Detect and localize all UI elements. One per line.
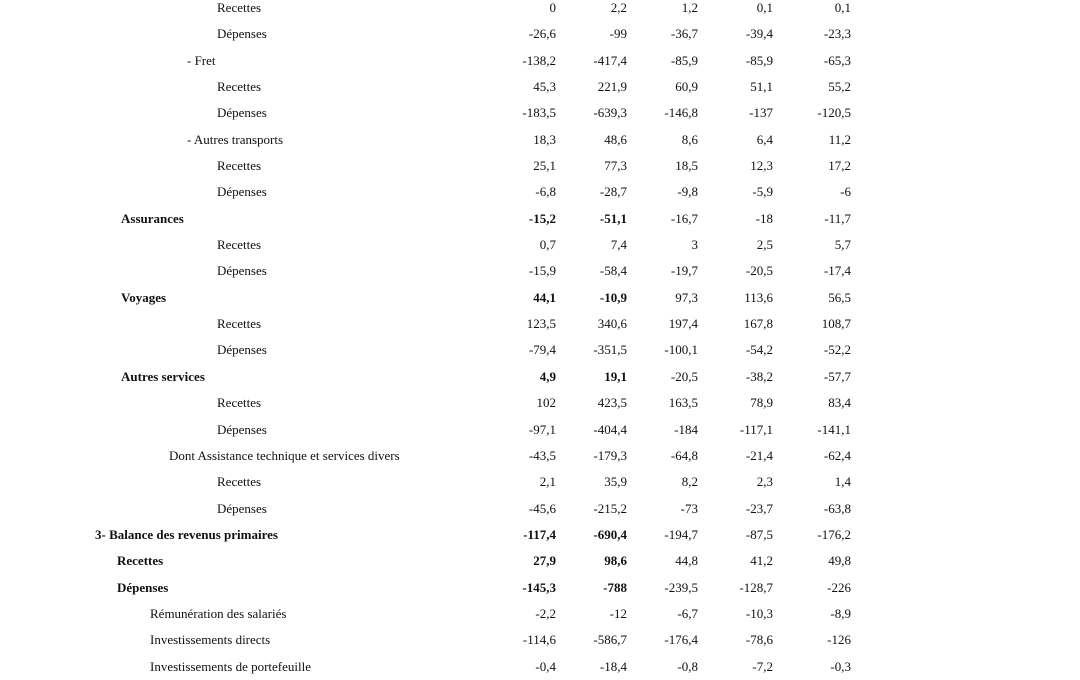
cell-value: 17,2 <box>828 158 851 174</box>
cell-value: -52,2 <box>823 342 851 358</box>
cell-value: -7,2 <box>752 658 773 674</box>
cell-value: 0,1 <box>834 0 851 15</box>
cell-value: -73 <box>680 500 698 516</box>
row-label: Recettes <box>217 474 262 490</box>
cell-value: 3 <box>691 237 698 253</box>
cell-value: 97,3 <box>675 289 698 305</box>
row-label: Recettes <box>217 79 262 95</box>
cell-value: -6 <box>840 184 851 200</box>
row-label: Rémunération des salariés <box>150 605 287 621</box>
row-label: Recettes <box>217 0 262 15</box>
cell-value: 167,8 <box>743 316 773 332</box>
cell-value: 108,7 <box>821 316 851 332</box>
cell-value: 41,2 <box>750 553 773 569</box>
cell-value: -145,3 <box>522 579 556 595</box>
table-row <box>0 522 1080 548</box>
cell-value: -2,2 <box>535 605 556 621</box>
cell-value: 102 <box>536 395 556 411</box>
cell-value: 12,3 <box>750 158 773 174</box>
cell-value: -0,3 <box>830 658 851 674</box>
table-row <box>0 74 1080 100</box>
cell-value: -78,6 <box>745 632 773 648</box>
cell-value: 44,8 <box>675 553 698 569</box>
table-row <box>0 627 1080 653</box>
table-row <box>0 575 1080 601</box>
cell-value: -85,9 <box>670 52 698 68</box>
cell-value: 123,5 <box>526 316 556 332</box>
cell-value: -58,4 <box>599 263 627 279</box>
cell-value: 48,6 <box>604 131 627 147</box>
cell-value: -226 <box>827 579 851 595</box>
cell-value: -417,4 <box>593 52 627 68</box>
row-label: Dépenses <box>217 105 267 121</box>
cell-value: -97,1 <box>528 421 556 437</box>
cell-value: 51,1 <box>750 79 773 95</box>
cell-value: -79,4 <box>528 342 556 358</box>
row-label: - Fret <box>187 52 216 68</box>
table-row <box>0 48 1080 74</box>
cell-value: -5,9 <box>752 184 773 200</box>
cell-value: 197,4 <box>668 316 698 332</box>
row-label: Dépenses <box>217 26 267 42</box>
cell-value: 49,8 <box>828 553 851 569</box>
cell-value: -18 <box>755 210 773 226</box>
table-row <box>0 258 1080 284</box>
cell-value: -586,7 <box>593 632 627 648</box>
cell-value: -65,3 <box>823 52 851 68</box>
cell-value: 0 <box>549 0 556 15</box>
table-row <box>0 469 1080 495</box>
row-label: Dont Assistance technique et services divers <box>169 447 400 463</box>
cell-value: -194,7 <box>664 526 698 542</box>
cell-value: 18,5 <box>675 158 698 174</box>
cell-value: -16,7 <box>670 210 698 226</box>
cell-value: 0,7 <box>539 237 556 253</box>
cell-value: -117,1 <box>739 421 773 437</box>
cell-value: 19,1 <box>604 368 627 384</box>
row-label: Recettes <box>217 237 262 253</box>
cell-value: -38,2 <box>745 368 773 384</box>
cell-value: 44,1 <box>533 289 556 305</box>
cell-value: -690,4 <box>593 526 627 542</box>
cell-value: -6,8 <box>535 184 556 200</box>
cell-value: 35,9 <box>604 474 627 490</box>
cell-value: 25,1 <box>533 158 556 174</box>
cell-value: -64,8 <box>670 447 698 463</box>
cell-value: 2,3 <box>756 474 773 490</box>
cell-value: -19,7 <box>670 263 698 279</box>
cell-value: -184 <box>674 421 698 437</box>
row-label: Recettes <box>217 158 262 174</box>
cell-value: -20,5 <box>745 263 773 279</box>
cell-value: -26,6 <box>528 26 556 42</box>
table-row <box>0 100 1080 126</box>
cell-value: 83,4 <box>828 395 851 411</box>
cell-value: -114,6 <box>522 632 556 648</box>
cell-value: 56,5 <box>828 289 851 305</box>
row-label: 3- Balance des revenus primaires <box>95 526 278 542</box>
cell-value: 4,9 <box>539 368 556 384</box>
row-label: Dépenses <box>117 579 169 595</box>
table-row <box>0 496 1080 522</box>
cell-value: -21,4 <box>745 447 773 463</box>
cell-value: -45,6 <box>528 500 556 516</box>
table-row <box>0 127 1080 153</box>
row-label: Dépenses <box>217 184 267 200</box>
cell-value: -176,4 <box>664 632 698 648</box>
cell-value: -15,9 <box>528 263 556 279</box>
table-row <box>0 654 1080 680</box>
cell-value: 77,3 <box>604 158 627 174</box>
cell-value: -128,7 <box>739 579 773 595</box>
cell-value: 11,2 <box>828 131 851 147</box>
cell-value: -63,8 <box>823 500 851 516</box>
cell-value: 78,9 <box>750 395 773 411</box>
cell-value: -176,2 <box>817 526 851 542</box>
row-label: - Autres transports <box>187 131 284 147</box>
cell-value: 2,1 <box>539 474 556 490</box>
cell-value: -141,1 <box>817 421 851 437</box>
cell-value: 8,6 <box>681 131 698 147</box>
table-row <box>0 206 1080 232</box>
cell-value: 340,6 <box>597 316 627 332</box>
cell-value: 221,9 <box>597 79 627 95</box>
cell-value: -23,3 <box>823 26 851 42</box>
cell-value: 1,4 <box>834 474 851 490</box>
cell-value: 0,1 <box>756 0 773 15</box>
table-row <box>0 0 1080 21</box>
table-row <box>0 417 1080 443</box>
cell-value: -23,7 <box>745 500 773 516</box>
cell-value: -179,3 <box>593 447 627 463</box>
cell-value: -639,3 <box>593 105 627 121</box>
row-label: Recettes <box>217 395 262 411</box>
cell-value: -351,5 <box>593 342 627 358</box>
cell-value: -0,4 <box>535 658 556 674</box>
cell-value: -17,4 <box>823 263 851 279</box>
cell-value: -100,1 <box>664 342 698 358</box>
row-label: Dépenses <box>217 342 267 358</box>
cell-value: -18,4 <box>599 658 627 674</box>
cell-value: 163,5 <box>668 395 698 411</box>
cell-value: 18,3 <box>533 131 556 147</box>
table-row <box>0 21 1080 47</box>
table-row <box>0 364 1080 390</box>
row-label: Investissements directs <box>150 632 271 648</box>
row-label: Investissements de portefeuille <box>150 658 312 674</box>
cell-value: -54,2 <box>745 342 773 358</box>
cell-value: -99 <box>609 26 627 42</box>
table-row <box>0 443 1080 469</box>
table-row <box>0 285 1080 311</box>
cell-value: -120,5 <box>817 105 851 121</box>
cell-value: 2,2 <box>610 0 627 15</box>
cell-value: -39,4 <box>745 26 773 42</box>
row-label: Dépenses <box>217 500 267 516</box>
table-row <box>0 232 1080 258</box>
row-label: Recettes <box>117 553 164 569</box>
table-row <box>0 337 1080 363</box>
cell-value: -62,4 <box>823 447 851 463</box>
cell-value: -215,2 <box>593 500 627 516</box>
cell-value: -12 <box>609 605 627 621</box>
cell-value: -36,7 <box>670 26 698 42</box>
cell-value: -15,2 <box>528 210 556 226</box>
cell-value: -788 <box>603 579 627 595</box>
table-row <box>0 153 1080 179</box>
cell-value: -57,7 <box>823 368 851 384</box>
cell-value: -51,1 <box>599 210 627 226</box>
cell-value: 27,9 <box>533 553 556 569</box>
cell-value: 98,6 <box>604 553 627 569</box>
cell-value: 8,2 <box>681 474 698 490</box>
row-label: Recettes <box>217 316 262 332</box>
cell-value: -20,5 <box>670 368 698 384</box>
row-label: Dépenses <box>217 421 267 437</box>
table-row <box>0 390 1080 416</box>
cell-value: -11,7 <box>824 210 851 226</box>
cell-value: -8,9 <box>830 605 851 621</box>
cell-value: 7,4 <box>610 237 627 253</box>
cell-value: 1,2 <box>681 0 698 15</box>
cell-value: 6,4 <box>756 131 773 147</box>
table-row <box>0 601 1080 627</box>
cell-value: -146,8 <box>664 105 698 121</box>
table-row <box>0 548 1080 574</box>
cell-value: -117,4 <box>523 526 556 542</box>
cell-value: -239,5 <box>664 579 698 595</box>
cell-value: 60,9 <box>675 79 698 95</box>
cell-value: -28,7 <box>599 184 627 200</box>
cell-value: -183,5 <box>522 105 556 121</box>
cell-value: -9,8 <box>677 184 698 200</box>
cell-value: -43,5 <box>528 447 556 463</box>
row-label: Autres services <box>121 368 205 384</box>
cell-value: -138,2 <box>522 52 556 68</box>
table-row <box>0 311 1080 337</box>
row-label: Voyages <box>121 289 167 305</box>
row-label: Assurances <box>121 210 184 226</box>
cell-value: -85,9 <box>745 52 773 68</box>
cell-value: -10,3 <box>745 605 773 621</box>
table-row <box>0 179 1080 205</box>
cell-value: -0,8 <box>677 658 698 674</box>
cell-value: -126 <box>827 632 851 648</box>
cell-value: 113,6 <box>744 289 773 305</box>
cell-value: -404,4 <box>593 421 627 437</box>
cell-value: 423,5 <box>597 395 627 411</box>
row-label: Dépenses <box>217 263 267 279</box>
cell-value: -10,9 <box>599 289 627 305</box>
cell-value: 5,7 <box>834 237 851 253</box>
cell-value: 2,5 <box>756 237 773 253</box>
cell-value: 45,3 <box>533 79 556 95</box>
cell-value: -87,5 <box>745 526 773 542</box>
cell-value: -137 <box>749 105 773 121</box>
cell-value: 55,2 <box>828 79 851 95</box>
cell-value: -6,7 <box>677 605 698 621</box>
